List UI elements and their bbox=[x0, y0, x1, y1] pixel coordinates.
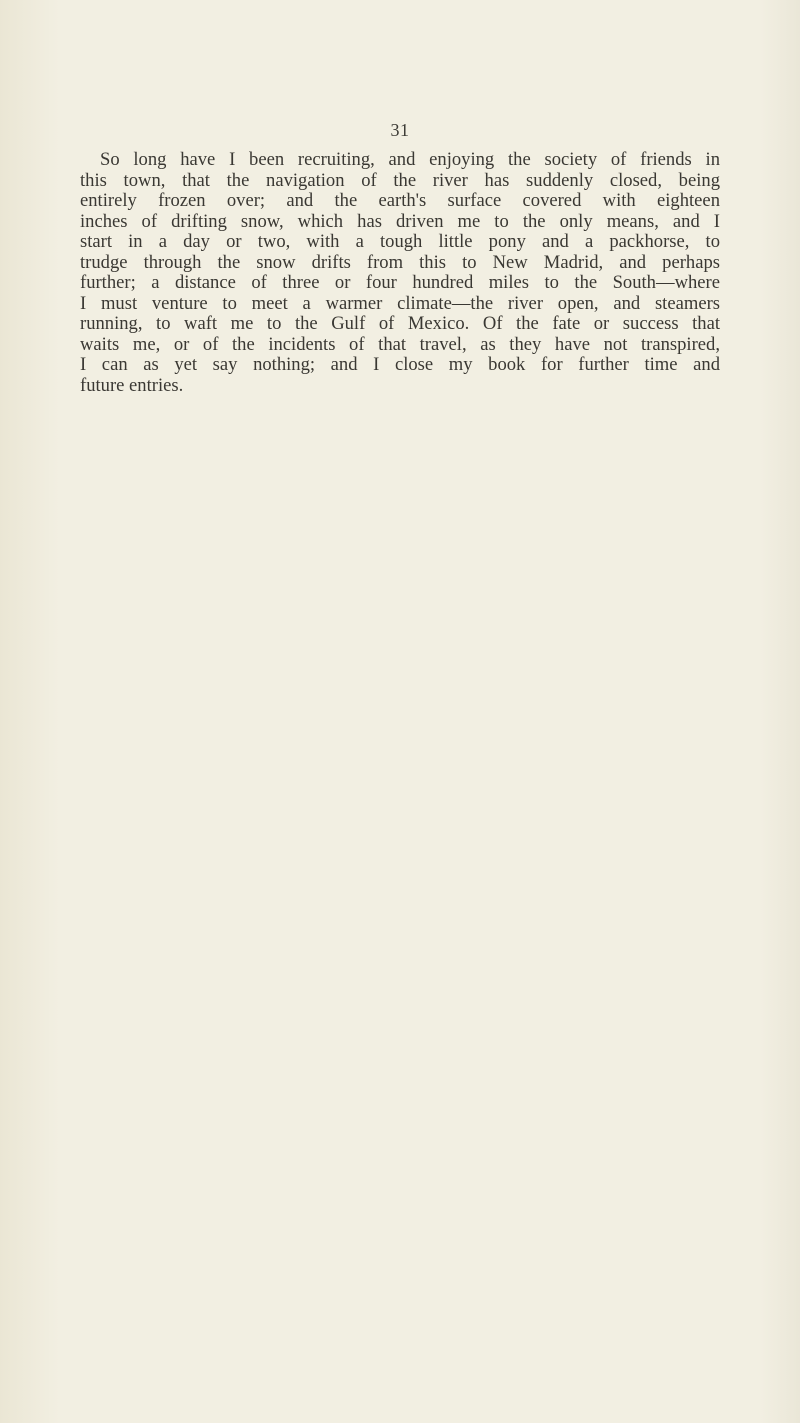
page-number: 31 bbox=[390, 120, 410, 140]
text-line: future entries. bbox=[80, 375, 184, 397]
text-line: start in a day or two, with a tough little pony and a packhorse, to bbox=[80, 231, 720, 253]
text-line: trudge through the snow drifts from this to New Madrid, and perhaps bbox=[80, 251, 720, 273]
body-paragraph bbox=[80, 150, 720, 397]
text-line: this town, that the navigation of the river has suddenly closed, being bbox=[80, 169, 720, 191]
text-line: I must venture to meet a warmer climate—the river open, and steamers bbox=[80, 292, 720, 314]
text-line: running, to waft me to the Gulf of Mexico. Of the fate or success that bbox=[80, 313, 720, 335]
text-line: inches of drifting snow, which has driven me to the only means, and I bbox=[80, 210, 720, 232]
text-line: I can as yet say nothing; and I close my book for further time and bbox=[80, 354, 720, 376]
text-line: waits me, or of the incidents of that travel, as they have not transpired, bbox=[80, 333, 720, 355]
text-line: further; a distance of three or four hundred miles to the South—where bbox=[80, 272, 720, 294]
text-line: entirely frozen over; and the earth's surface covered with eighteen bbox=[80, 190, 720, 212]
text-line: So long have I been recruiting, and enjoying the society of friends in bbox=[100, 149, 720, 170]
